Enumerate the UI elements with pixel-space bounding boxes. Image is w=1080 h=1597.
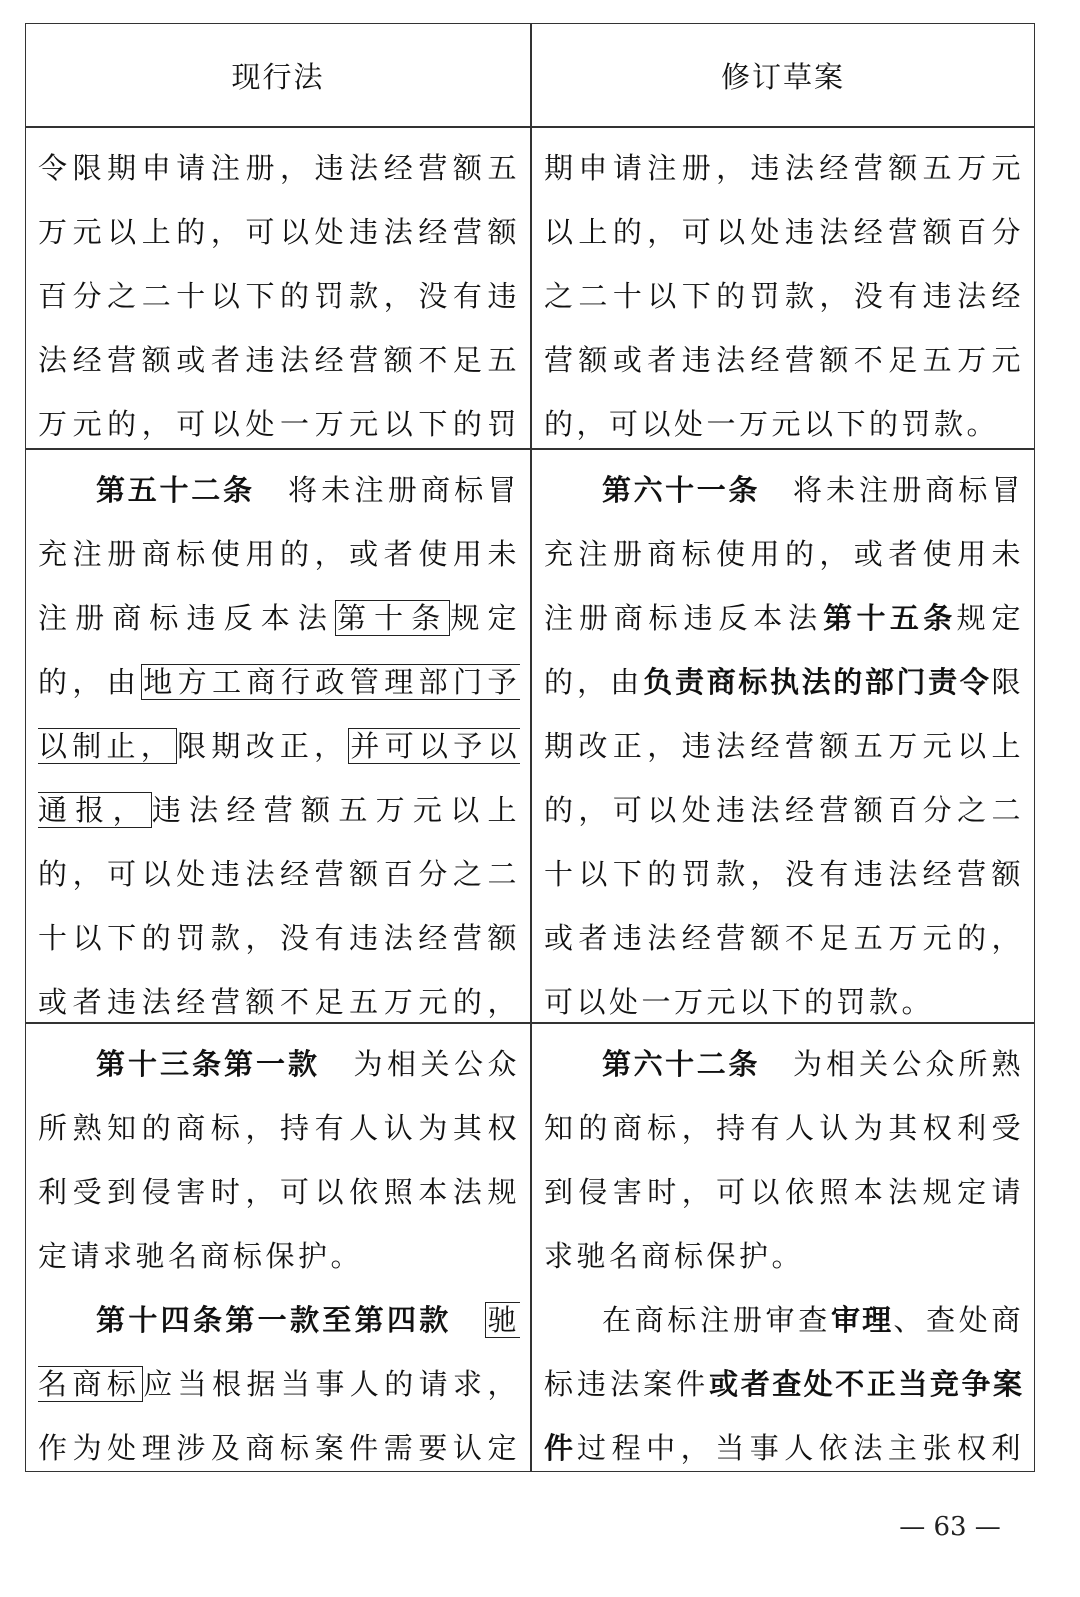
article-14-title: 第十四条第一款至第四款 — [96, 1303, 452, 1337]
article-62-text: 为相关公众所熟知的商标，持有人认为其权利受到侵害时，可以依照本法规定请求驰名商标保护。 — [544, 1047, 1024, 1273]
p2-text-3: 过程中，当事人依法主张权利 — [577, 1431, 1024, 1465]
p2-text-1: 在商标注册审查 — [602, 1303, 831, 1337]
article-52-text-2: 规定的，由 — [38, 601, 520, 699]
row1-right-cell — [544, 136, 1024, 446]
boxed-deletion-3: 并可以予以通报， — [38, 729, 520, 827]
article-13-paragraph — [38, 1032, 520, 1288]
row2-left-cell — [38, 458, 520, 1018]
bold-addition-2: 负责商标执法的部门责令 — [643, 665, 992, 699]
bold-addition-4: 或者查处不正当竞争案件 — [544, 1367, 1024, 1465]
p2-text-2: 、查处商标违法案件 — [544, 1303, 1024, 1401]
article-13-title: 第十三条第一款 — [96, 1047, 320, 1081]
page-number: — 63 — — [899, 1512, 1001, 1542]
article-52-text-1: 将未注册商标冒充注册商标使用的，或者使用未注册商标违反本法 — [38, 473, 520, 635]
row3-right-cell — [544, 1032, 1024, 1470]
header-current-law: 现行法 — [231, 59, 325, 94]
article-52-title: 第五十二条 — [96, 473, 255, 507]
comparison-table — [25, 23, 1035, 1472]
bold-addition-1: 第十五条 — [823, 601, 957, 635]
article-13-text: 为相关公众所熟知的商标，持有人认为其权利受到侵害时，可以依照本法规定请求驰名商标保护。 — [38, 1047, 520, 1273]
header-divider — [26, 126, 1034, 128]
article-62-paragraph-2 — [544, 1288, 1024, 1470]
row2-right-cell — [544, 458, 1024, 1018]
article-62-paragraph — [544, 1032, 1024, 1288]
article-52-paragraph — [38, 458, 520, 1018]
boxed-deletion-1: 第十条 — [336, 601, 449, 635]
article-62-title: 第六十二条 — [602, 1047, 760, 1081]
row1-left-cell — [38, 136, 520, 446]
row1-left-text: 令限期申请注册，违法经营额五万元以上的，可以处违法经营额百分之二十以下的罚款，没有违法经营额或者违法经营额不足五万元的，可以处一万元以下的罚 — [38, 151, 520, 441]
boxed-deletion-2: 地方工商行政管理部门予以制止， — [38, 665, 520, 763]
article-61-text-3: 限期改正，违法经营额五万元以上的，可以处违法经营额百分之二十以下的罚款，没有违法经营额或者违法经营额不足五万元的，可以处一万元以下的罚款。 — [544, 665, 1024, 1018]
article-61-text-2: 规定的，由 — [544, 601, 1024, 699]
row-divider-2 — [26, 1022, 1034, 1024]
article-52-text-3: 限期改正， — [177, 729, 349, 763]
boxed-deletion-4: 驰名商标 — [38, 1303, 520, 1401]
bold-addition-3: 审理 — [830, 1303, 894, 1337]
article-61-text-1: 将未注册商标冒充注册商标使用的，或者使用未注册商标违反本法 — [544, 473, 1024, 635]
article-52-text-4: 违法经营额五万元以上的，可以处违法经营额百分之二十以下的罚款，没有违法经营额或者违法经营额不足五万元的， — [38, 793, 520, 1018]
article-14-paragraph — [38, 1288, 520, 1470]
article-61-paragraph — [544, 458, 1024, 1018]
row3-left-cell — [38, 1032, 520, 1470]
article-61-title: 第六十一条 — [602, 473, 760, 507]
row-divider-1 — [26, 448, 1034, 450]
header-revised-draft: 修订草案 — [720, 59, 845, 94]
column-divider — [530, 24, 532, 1471]
row1-right-text: 期申请注册，违法经营额五万元以上的，可以处违法经营额百分之二十以下的罚款，没有违法经营额或者违法经营额不足五万元的，可以处一万元以下的罚款。 — [544, 151, 1024, 441]
article-14-text: 应当根据当事人的请求，作为处理涉及商标案件需要认定 — [38, 1367, 520, 1465]
